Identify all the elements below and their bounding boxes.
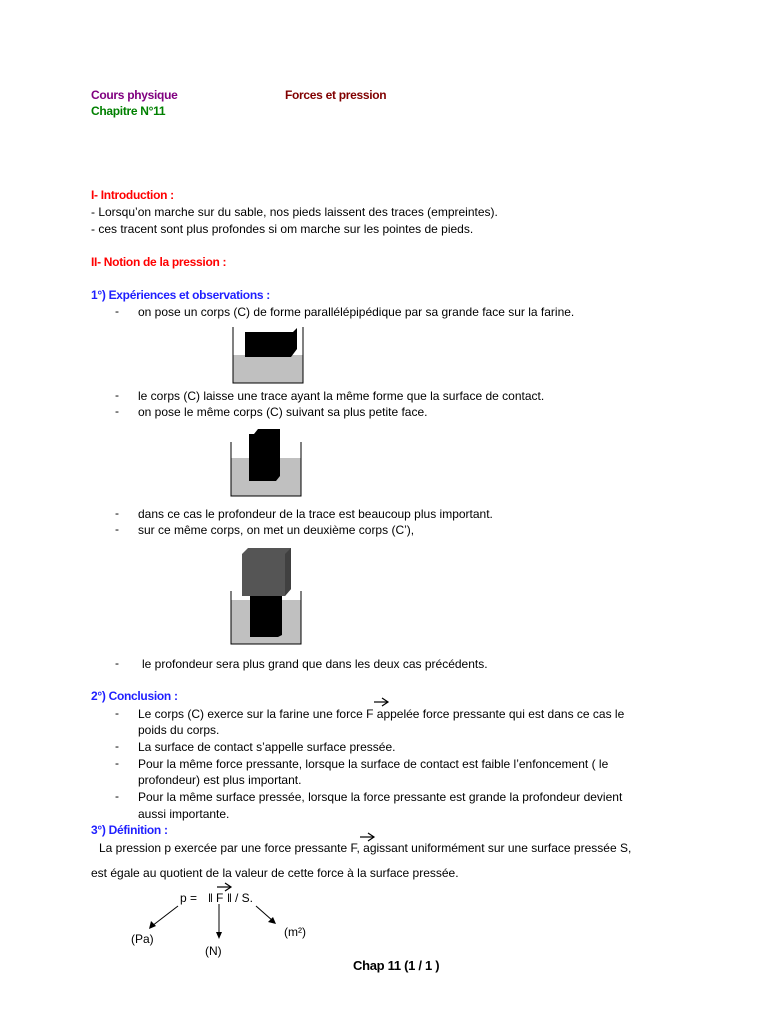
page-footer: Chap 11 (1 / 1 ) <box>353 958 440 973</box>
formula-norm-right: ‖ <box>227 891 232 905</box>
intro-line-2: - ces tracent sont plus profondes si om marche sur les pointes de pieds. <box>91 222 474 236</box>
figure-block-large-face <box>231 327 311 387</box>
course-label: Cours physique <box>91 88 178 102</box>
figure-block-small-face <box>230 428 310 498</box>
vector-arrow-icon <box>215 882 235 892</box>
experience-text: on pose un corps (C) de forme parallélépipédique par sa grande face sur la farine. <box>138 305 575 319</box>
block-c <box>250 596 282 637</box>
arrow-to-pa <box>152 906 178 926</box>
conclusion-line: profondeur) est plus important. <box>138 773 302 787</box>
arrow-to-m2 <box>256 906 273 921</box>
intro-line-1: - Lorsqu’on marche sur du sable, nos pieds laissent des traces (empreintes). <box>91 205 498 219</box>
conclusion-line: Pour la même force pressante, lorsque la surface de contact est faible l’enfoncement ( le <box>138 757 609 771</box>
intro-title: I- Introduction : <box>91 188 174 202</box>
flour-bed <box>233 355 303 383</box>
topic-label: Forces et pression <box>285 88 387 102</box>
conclusion-line: Le corps (C) exerce sur la farine une force F appelée force pressante qui est dans ce cas le <box>138 707 625 721</box>
conclusion-line: aussi importante. <box>138 807 230 821</box>
formula-f: F <box>216 891 224 905</box>
unit-m2: (m²) <box>284 925 306 939</box>
conclusion-line: La surface de contact s’appelle surface pressée. <box>138 740 396 754</box>
block-c-prime <box>242 548 291 596</box>
notion-title: II- Notion de la pression : <box>91 255 227 269</box>
experience-text: on pose le même corps (C) suivant sa plus petite face. <box>138 405 428 419</box>
experiences-title: 1°) Expériences et observations : <box>91 288 270 302</box>
conclusion-line: Pour la même surface pressée, lorsque la force pressante est grande la profondeur devient <box>138 790 623 804</box>
experience-text: sur ce même corps, on met un deuxième corps (C’), <box>138 523 415 537</box>
definition-line-2: est égale au quotient de la valeur de cette force à la surface pressée. <box>91 866 459 880</box>
experience-text: le corps (C) laisse une trace ayant la même forme que la surface de contact. <box>138 389 545 403</box>
vector-arrow-icon <box>372 697 392 707</box>
conclusion-line: poids du corps. <box>138 723 220 737</box>
vector-arrow-icon <box>358 832 378 842</box>
block-c <box>249 429 280 481</box>
figure-stacked-blocks <box>230 547 310 647</box>
formula-norm-left: ‖ <box>208 891 213 905</box>
formula-p: p = <box>180 891 198 905</box>
experience-text: dans ce cas le profondeur de la trace est beaucoup plus important. <box>138 507 493 521</box>
conclusion-title: 2°) Conclusion : <box>91 689 178 703</box>
chapter-label: Chapitre N°11 <box>91 104 166 118</box>
unit-n: (N) <box>205 944 222 958</box>
definition-line-1: La pression p exercée par une force pressante F, agissant uniformément sur une surface pressée S, <box>99 841 632 855</box>
block-c-prime-edge <box>285 548 291 596</box>
formula-rest: / S. <box>235 891 254 905</box>
experience-text: le profondeur sera plus grand que dans les deux cas précédents. <box>142 657 488 671</box>
block-c <box>245 328 297 357</box>
definition-title: 3°) Définition : <box>91 823 168 837</box>
unit-pa: (Pa) <box>131 932 154 946</box>
